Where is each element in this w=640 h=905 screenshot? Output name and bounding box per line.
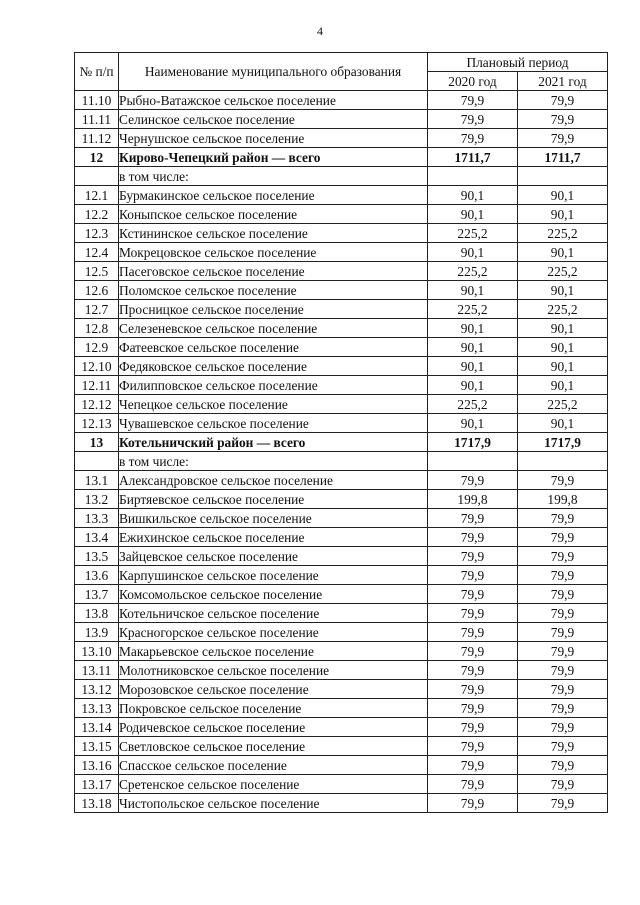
row-value-2021: 79,9	[518, 699, 608, 718]
row-value-2020: 79,9	[428, 585, 518, 604]
table-row	[75, 509, 608, 528]
table-row	[75, 300, 608, 319]
row-value-2021: 225,2	[518, 300, 608, 319]
row-number: 13.2	[75, 490, 119, 509]
row-number: 11.12	[75, 129, 119, 148]
row-number: 11.10	[75, 91, 119, 110]
table-row	[75, 775, 608, 794]
row-value-2021: 1711,7	[518, 148, 608, 167]
row-number: 13.3	[75, 509, 119, 528]
row-value-2020: 79,9	[428, 129, 518, 148]
row-value-2020: 79,9	[428, 642, 518, 661]
row-value-2020: 79,9	[428, 661, 518, 680]
row-value-2020: 79,9	[428, 794, 518, 813]
row-value-2020: 1711,7	[428, 148, 518, 167]
row-name: Красногорское сельское поселение	[119, 623, 428, 642]
row-number: 13.10	[75, 642, 119, 661]
row-value-2021: 199,8	[518, 490, 608, 509]
allocation-table	[74, 52, 608, 813]
table-row	[75, 794, 608, 813]
row-number: 13.18	[75, 794, 119, 813]
table-row	[75, 566, 608, 585]
row-value-2021: 79,9	[518, 528, 608, 547]
row-name: Молотниковское сельское поселение	[119, 661, 428, 680]
row-value-2020: 79,9	[428, 775, 518, 794]
row-number: 13.11	[75, 661, 119, 680]
table-row	[75, 680, 608, 699]
row-name: Котельничский район — всего	[119, 433, 428, 452]
row-name: Чепецкое сельское поселение	[119, 395, 428, 414]
table-row	[75, 110, 608, 129]
row-number: 13.12	[75, 680, 119, 699]
row-number: 13.4	[75, 528, 119, 547]
table-row	[75, 205, 608, 224]
row-name: Родичевское сельское поселение	[119, 718, 428, 737]
table-row	[75, 452, 608, 471]
row-name: Спасское сельское поселение	[119, 756, 428, 775]
table-row	[75, 547, 608, 566]
row-name: Мокрецовское сельское поселение	[119, 243, 428, 262]
row-value-2021: 79,9	[518, 661, 608, 680]
table-row	[75, 148, 608, 167]
header-num: № п/п	[75, 53, 119, 91]
row-value-2020: 225,2	[428, 262, 518, 281]
row-number: 13.6	[75, 566, 119, 585]
row-name: Селезеневское сельское поселение	[119, 319, 428, 338]
row-name: Карпушинское сельское поселение	[119, 566, 428, 585]
table-row	[75, 737, 608, 756]
row-value-2020: 90,1	[428, 414, 518, 433]
row-value-2021: 90,1	[518, 357, 608, 376]
row-value-2020: 90,1	[428, 243, 518, 262]
row-number: 13.15	[75, 737, 119, 756]
table-body	[75, 91, 608, 813]
row-value-2020: 1717,9	[428, 433, 518, 452]
row-name: Чувашевское сельское поселение	[119, 414, 428, 433]
row-value-2020: 79,9	[428, 699, 518, 718]
row-value-2021: 90,1	[518, 376, 608, 395]
row-value-2021: 225,2	[518, 395, 608, 414]
table-row	[75, 471, 608, 490]
row-value-2020: 225,2	[428, 224, 518, 243]
table-row	[75, 167, 608, 186]
row-name: в том числе:	[119, 167, 428, 186]
table-row	[75, 699, 608, 718]
row-number: 12.7	[75, 300, 119, 319]
row-number: 12.12	[75, 395, 119, 414]
row-name: Рыбно-Ватажское сельское поселение	[119, 91, 428, 110]
row-name: Кстининское сельское поселение	[119, 224, 428, 243]
row-number: 12.6	[75, 281, 119, 300]
row-number: 13.9	[75, 623, 119, 642]
row-number: 12.11	[75, 376, 119, 395]
row-value-2020: 79,9	[428, 604, 518, 623]
row-value-2020: 90,1	[428, 338, 518, 357]
table-row	[75, 604, 608, 623]
row-value-2020: 199,8	[428, 490, 518, 509]
row-value-2021: 90,1	[518, 414, 608, 433]
row-name: Покровское сельское поселение	[119, 699, 428, 718]
row-value-2020	[428, 452, 518, 471]
row-name: Пасеговское сельское поселение	[119, 262, 428, 281]
row-name: Чернушское сельское поселение	[119, 129, 428, 148]
row-number: 13.17	[75, 775, 119, 794]
row-value-2021: 79,9	[518, 585, 608, 604]
table-row	[75, 433, 608, 452]
row-value-2020: 90,1	[428, 281, 518, 300]
row-name: Кирово-Чепецкий район — всего	[119, 148, 428, 167]
row-number: 13.7	[75, 585, 119, 604]
table-row	[75, 490, 608, 509]
row-value-2021: 90,1	[518, 338, 608, 357]
row-value-2021: 90,1	[518, 243, 608, 262]
table-row	[75, 642, 608, 661]
row-value-2020: 79,9	[428, 756, 518, 775]
row-value-2020: 90,1	[428, 319, 518, 338]
row-name: Федяковское сельское поселение	[119, 357, 428, 376]
row-name: Комсомольское сельское поселение	[119, 585, 428, 604]
row-number: 12	[75, 148, 119, 167]
row-name: Светловское сельское поселение	[119, 737, 428, 756]
row-number: 13.13	[75, 699, 119, 718]
row-value-2020: 225,2	[428, 395, 518, 414]
table-row	[75, 718, 608, 737]
row-value-2021: 90,1	[518, 281, 608, 300]
row-value-2021: 79,9	[518, 737, 608, 756]
table-row	[75, 623, 608, 642]
row-name: Александровское сельское поселение	[119, 471, 428, 490]
row-name: Ежихинское сельское поселение	[119, 528, 428, 547]
row-number: 11.11	[75, 110, 119, 129]
row-value-2020	[428, 167, 518, 186]
row-value-2020: 79,9	[428, 623, 518, 642]
row-number: 12.8	[75, 319, 119, 338]
row-value-2021: 225,2	[518, 224, 608, 243]
row-value-2020: 79,9	[428, 718, 518, 737]
table-row	[75, 756, 608, 775]
table-row	[75, 186, 608, 205]
table-header-row	[75, 53, 608, 72]
row-value-2021: 90,1	[518, 186, 608, 205]
row-value-2020: 79,9	[428, 91, 518, 110]
row-number: 13.1	[75, 471, 119, 490]
page-number: 4	[317, 24, 323, 38]
row-value-2021: 79,9	[518, 566, 608, 585]
table-row	[75, 357, 608, 376]
row-name: Макарьевское сельское поселение	[119, 642, 428, 661]
table-row	[75, 528, 608, 547]
row-name: в том числе:	[119, 452, 428, 471]
row-name: Просницкое сельское поселение	[119, 300, 428, 319]
row-number: 13	[75, 433, 119, 452]
row-value-2021: 79,9	[518, 471, 608, 490]
row-name: Бурмакинское сельское поселение	[119, 186, 428, 205]
row-value-2021: 79,9	[518, 642, 608, 661]
row-number: 13.8	[75, 604, 119, 623]
row-value-2021: 79,9	[518, 509, 608, 528]
header-name: Наименование муниципального образования	[119, 53, 428, 91]
table-row	[75, 338, 608, 357]
row-number: 12.13	[75, 414, 119, 433]
table-row	[75, 376, 608, 395]
row-value-2021: 1717,9	[518, 433, 608, 452]
row-value-2020: 90,1	[428, 186, 518, 205]
table-row	[75, 661, 608, 680]
row-value-2021: 79,9	[518, 680, 608, 699]
table-row	[75, 414, 608, 433]
row-number: 12.9	[75, 338, 119, 357]
row-number: 12.5	[75, 262, 119, 281]
row-number: 12.2	[75, 205, 119, 224]
row-value-2021: 79,9	[518, 604, 608, 623]
table-row	[75, 129, 608, 148]
row-value-2020: 90,1	[428, 357, 518, 376]
row-value-2020: 79,9	[428, 566, 518, 585]
row-value-2021: 79,9	[518, 129, 608, 148]
row-name: Сретенское сельское поселение	[119, 775, 428, 794]
row-value-2021: 90,1	[518, 319, 608, 338]
row-value-2021: 225,2	[518, 262, 608, 281]
header-period: Плановый период	[428, 53, 608, 72]
row-value-2021: 79,9	[518, 110, 608, 129]
row-number: 12.10	[75, 357, 119, 376]
row-value-2020: 90,1	[428, 376, 518, 395]
row-value-2020: 79,9	[428, 737, 518, 756]
row-name: Биртяевское сельское поселение	[119, 490, 428, 509]
row-number: 12.1	[75, 186, 119, 205]
row-value-2021: 79,9	[518, 756, 608, 775]
row-value-2021	[518, 167, 608, 186]
row-name: Поломское сельское поселение	[119, 281, 428, 300]
row-value-2020: 79,9	[428, 547, 518, 566]
row-value-2021: 79,9	[518, 718, 608, 737]
table-row	[75, 91, 608, 110]
row-number: 13.5	[75, 547, 119, 566]
row-name: Котельничское сельское поселение	[119, 604, 428, 623]
row-number: 12.3	[75, 224, 119, 243]
row-value-2021: 79,9	[518, 547, 608, 566]
table-row	[75, 262, 608, 281]
table-row	[75, 319, 608, 338]
row-value-2020: 79,9	[428, 680, 518, 699]
row-number	[75, 452, 119, 471]
row-value-2020: 79,9	[428, 110, 518, 129]
row-value-2020: 225,2	[428, 300, 518, 319]
row-value-2021: 79,9	[518, 794, 608, 813]
row-value-2021	[518, 452, 608, 471]
row-name: Селинское сельское поселение	[119, 110, 428, 129]
header-year-2021: 2021 год	[518, 72, 608, 91]
row-value-2021: 79,9	[518, 91, 608, 110]
row-name: Морозовское сельское поселение	[119, 680, 428, 699]
table-row	[75, 395, 608, 414]
row-value-2020: 79,9	[428, 528, 518, 547]
row-name: Филипповское сельское поселение	[119, 376, 428, 395]
row-name: Зайцевское сельское поселение	[119, 547, 428, 566]
row-value-2020: 79,9	[428, 471, 518, 490]
row-name: Вишкильское сельское поселение	[119, 509, 428, 528]
table-row	[75, 243, 608, 262]
table-row	[75, 585, 608, 604]
row-name: Коныпское сельское поселение	[119, 205, 428, 224]
row-name: Фатеевское сельское поселение	[119, 338, 428, 357]
row-number: 12.4	[75, 243, 119, 262]
table-row	[75, 224, 608, 243]
row-name: Чистопольское сельское поселение	[119, 794, 428, 813]
header-year-2020: 2020 год	[428, 72, 518, 91]
row-value-2021: 79,9	[518, 775, 608, 794]
table-row	[75, 281, 608, 300]
row-number: 13.16	[75, 756, 119, 775]
row-value-2021: 90,1	[518, 205, 608, 224]
row-value-2020: 90,1	[428, 205, 518, 224]
row-number: 13.14	[75, 718, 119, 737]
row-value-2021: 79,9	[518, 623, 608, 642]
row-value-2020: 79,9	[428, 509, 518, 528]
row-number	[75, 167, 119, 186]
